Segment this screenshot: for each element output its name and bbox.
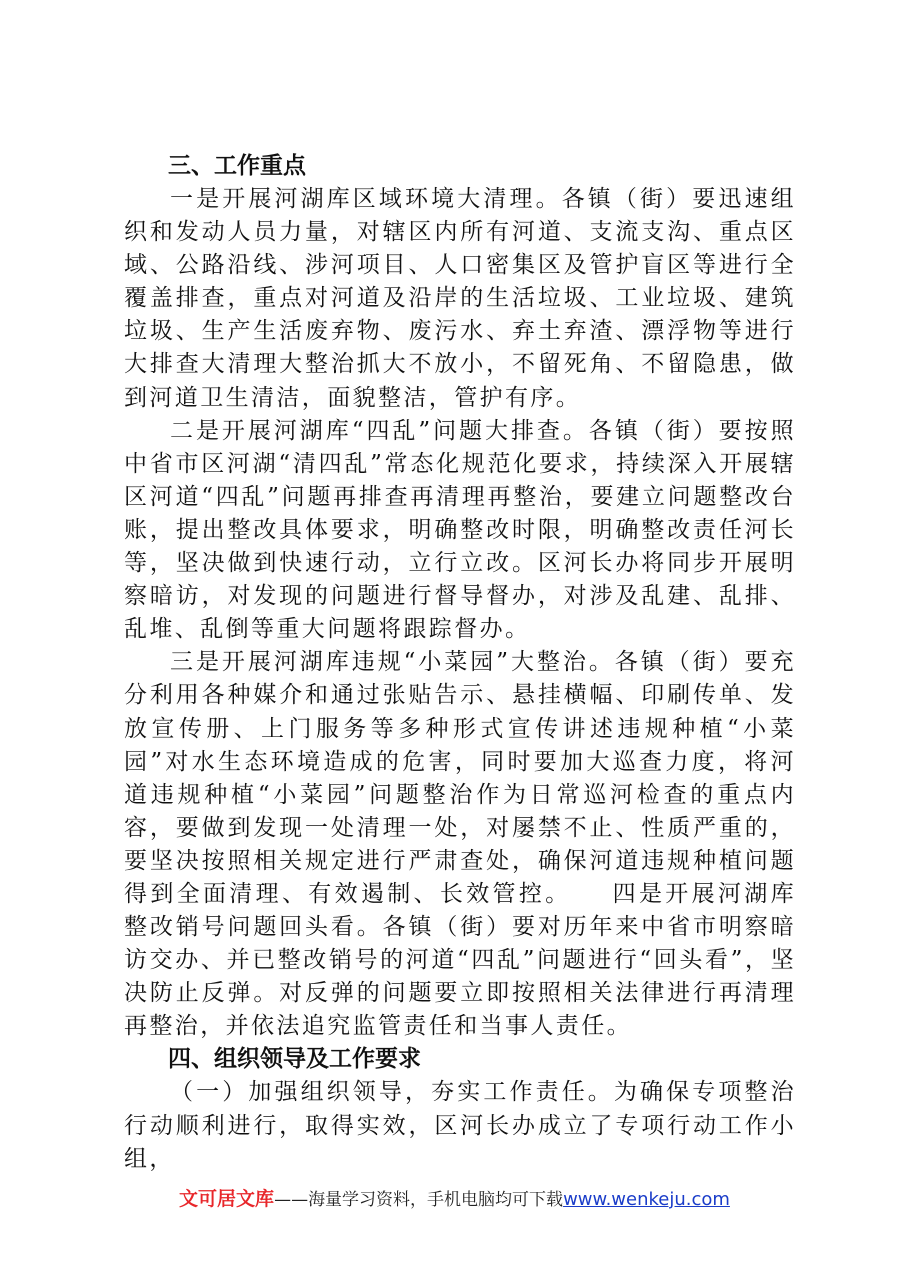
- footer-slogan: ——海量学习资料，手机电脑均可下载: [274, 1190, 564, 1210]
- document-body: [124, 150, 796, 1176]
- footer-banner: [0, 1184, 909, 1211]
- footer-brand: 文可居文库: [179, 1188, 275, 1210]
- section-heading-organization: 四、组织领导及工作要求: [168, 1046, 421, 1073]
- paragraph-vegetable-garden: 三是开展河湖库违规“小菜园”大整治。各镇（街）要充分利用各种媒介和通过张贴告示、悬挂横幅、印刷传单、发放宣传册、上门服务等多种形式宣传讲述违规种植“小菜园”对水生态环境造成的危害，同时要加大巡查力度，将河道违规种植“小菜园”问题整治作为日常巡河检查的重点内容，要做到发现一处清理一处，对屡禁不止、性质严重的，要坚决按照相关规定进行严肃查处，确保河道违规种植问题得到全面清理、有效遏制、长效管控。 四是开展河湖库整改销号问题回头看。各镇（街）要对历年来中省市明察暗访交办、并已整改销号的河道“四乱”问题进行“回头看”，坚决防止反弹。对反弹的问题要立即按照相关法律进行再清理再整治，并依法追究监管责任和当事人责任。: [124, 649, 796, 1040]
- section-heading-work-focus: 三、工作重点: [168, 153, 306, 179]
- paragraph-four-disorders: 二是开展河湖库“四乱”问题大排查。各镇（街）要按照中省市区河湖“清四乱”常态化规范化要求，持续深入开展辖区河道“四乱”问题再排查再清理再整治，要建立问题整改台账，提出整改具体要求，明确整改时限，明确整改责任河长等，坚决做到快速行动，立行立改。区河长办将同步开展明察暗访，对发现的问题进行督导督办，对涉及乱建、乱排、乱堆、乱倒等重大问题将跟踪督办。: [124, 417, 796, 643]
- paragraph-environment-cleanup: 一是开展河湖库区域环境大清理。各镇（街）要迅速组织和发动人员力量，对辖区内所有河道、支流支沟、重点区域、公路沿线、涉河项目、人口密集区及管护盲区等进行全覆盖排查，重点对河道及沿岸的生活垃圾、工业垃圾、建筑垃圾、生产生活废弃物、废污水、弃土弃渣、漂浮物等进行大排查大清理大整治抓大不放小，不留死角、不留隐患，做到河道卫生清洁，面貌整洁，管护有序。: [124, 186, 796, 411]
- footer-link[interactable]: www.wenkeju.com: [563, 1189, 730, 1210]
- paragraph-leadership: （一）加强组织领导，夯实工作责任。为确保专项整治行动顺利进行，取得实效，区河长办成立了专项行动工作小组，: [124, 1079, 796, 1172]
